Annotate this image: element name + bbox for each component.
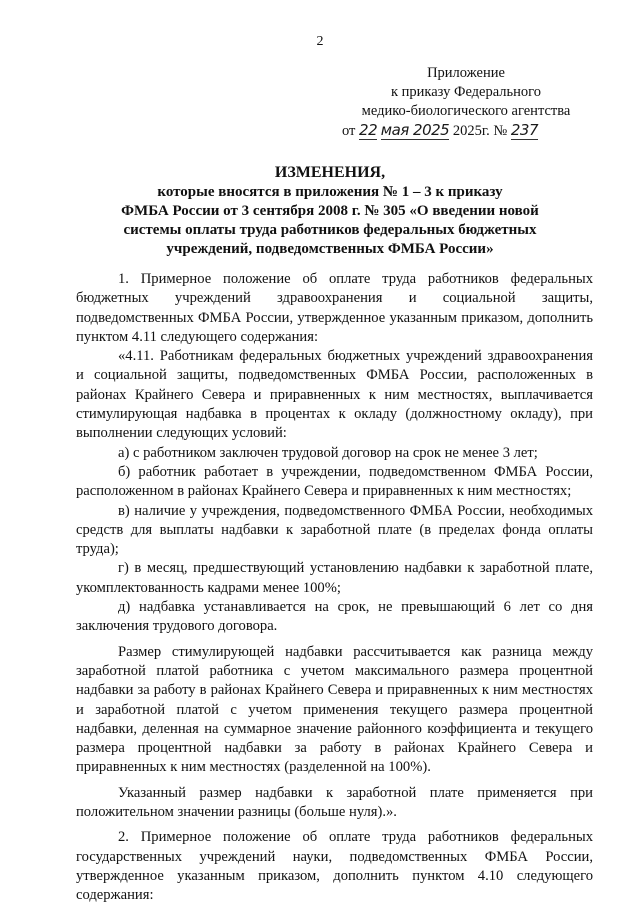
title-main: ИЗМЕНЕНИЯ, (274, 164, 386, 181)
handwritten-day: 22 (359, 121, 378, 139)
appendix-line-2: к приказу Федерального (390, 84, 542, 100)
title-line-3: системы оплаты труда работников федеральных бюджетных (123, 222, 537, 238)
appendix-line-1: Приложение (427, 65, 505, 81)
paragraph-1: 1. Примерное положение об оплате труда работников федеральных бюджетных учреждений здравоохранения и социальной защиты, подведомственных ФМБА России, утвержденное указанным приказом, дополнить пунктом 4.11 следующего содержания: (76, 271, 593, 345)
paragraph-condition-v: в) наличие у учреждения, подведомственного ФМБА России, необходимых средств для выплаты надбавки к заработной плате (в пределах фонда оплаты труда); (76, 502, 593, 558)
appendix-date-line (336, 121, 596, 141)
title-line-2: ФМБА России от 3 сентября 2008 г. № 305 «О введении новой (121, 203, 539, 219)
document-title (70, 163, 590, 259)
handwritten-month: мая 2025 (380, 121, 450, 139)
appendix-block (336, 64, 596, 141)
appendix-line-3: медико-биологического агентства (361, 103, 571, 119)
number-label: № (493, 123, 508, 139)
paragraph-condition-d: д) надбавка устанавливается на срок, не превышающий 6 лет со дня заключения трудового договора. (76, 599, 593, 635)
title-line-1: которые вносятся в приложения № 1 – 3 к приказу (157, 184, 503, 200)
date-year: 2025г. (452, 123, 490, 139)
paragraph-applied: Указанный размер надбавки к заработной плате применяется при положительном значении разницы (больше нуля).». (76, 784, 593, 821)
document-body (76, 270, 593, 906)
paragraph-2: «4.11. Работникам федеральных бюджетных учреждений здравоохранения и социальной защиты, подведомственных ФМБА России, расположенных в районах Крайнего Севера и приравненных к ним местностях, выплачивается стимулирующая надбавка в процентах к окладу (должностному окладу), при выполнении следующих условий: (76, 348, 593, 442)
paragraph-condition-a: а) с работником заключен трудовой договор на срок не менее 3 лет; (118, 444, 538, 461)
page-number: 2 (316, 34, 324, 49)
paragraph-condition-b: б) работник работает в учреждении, подведомственном ФМБА России, расположенном в районах Крайнего Севера и приравненных к ним местностях; (76, 463, 593, 500)
date-prefix: от (342, 123, 356, 139)
handwritten-number: 237 (510, 121, 539, 139)
title-line-4: учреждений, подведомственных ФМБА России» (166, 241, 494, 257)
paragraph-condition-g: г) в месяц, предшествующий установлению надбавки к заработной плате, укомплектованность кадрами менее 100%; (76, 560, 593, 596)
paragraph-2-section: 2. Примерное положение об оплате труда работников федеральных государственных учреждений науки, подведомственных ФМБА России, утвержденное указанным приказом, дополнить пунктом 4.10 следующего содержания: (76, 829, 593, 904)
paragraph-calculation: Размер стимулирующей надбавки рассчитывается как разница между заработной платой работника с учетом максимального размера процентной надбавки за работу в районах Крайнего Севера и приравненных к ним местностях и заработной платой с учетом применения текущего размера процентной надбавки, деленная на суммарное значение районного коэффициента и текущего размера процентной надбавки за работу в районах Крайнего Севера и приравненных к ним местностях (разделенной на 100%). (76, 643, 593, 776)
